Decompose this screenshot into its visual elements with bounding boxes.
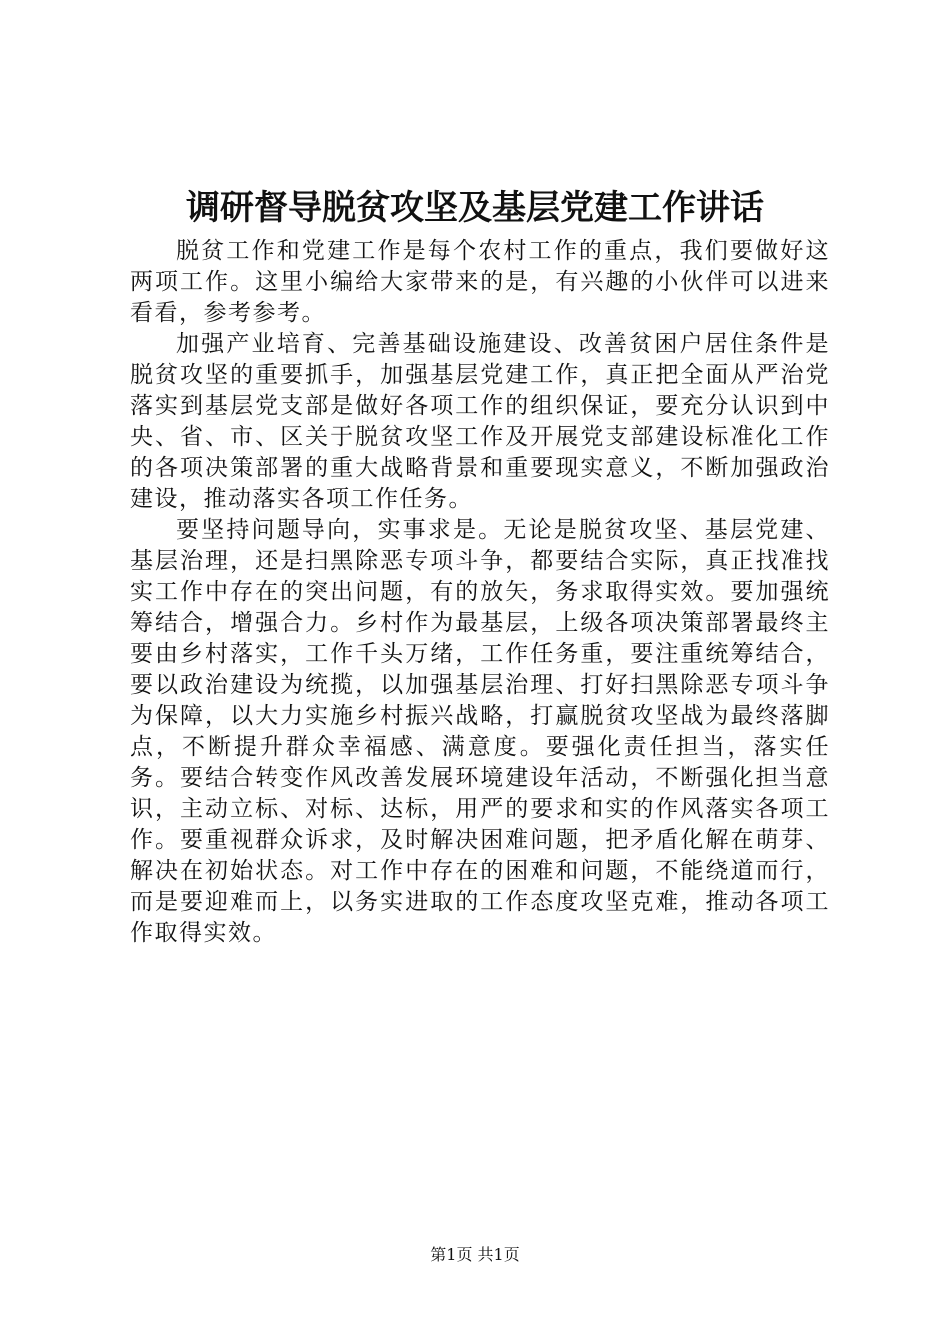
page-number-footer: 第1页 共1页 — [430, 1245, 520, 1264]
paragraph-strengthen-industry: 加强产业培育、完善基础设施建设、改善贫困户居住条件是脱贫攻坚的重要抓手，加强基层党建工作，真正把全面从严治党落实到基层党支部是做好各项工作的组织保证，要充分认识到中央、省、市、区关于脱贫攻坚工作及开展党支部建设标准化工作的各项决策部署的重大战略背景和重要现实意义，不断加强政治建设，推动落实各项工作任务。 — [130, 331, 830, 512]
paragraph-intro: 脱贫工作和党建工作是每个农村工作的重点，我们要做好这两项工作。这里小编给大家带来的是，有兴趣的小伙伴可以进来看看，参考参考。 — [130, 238, 830, 326]
paragraph-problem-oriented: 要坚持问题导向，实事求是。无论是脱贫攻坚、基层党建、基层治理，还是扫黑除恶专项斗争，都要结合实际，真正找准找实工作中存在的突出问题，有的放矢，务求取得实效。要加强统筹结合，增强合力。乡村作为最基层，上级各项决策部署最终主要由乡村落实，工作千头万绪，工作任务重，要注重统筹结合，要以政治建设为统揽，以加强基层治理、打好扫黑除恶专项斗争为保障，以大力实施乡村振兴战略，打赢脱贫攻坚战为最终落脚点，不断提升群众幸福感、满意度。要强化责任担当，落实任务。要结合转变作风改善发展环境建设年活动，不断强化担当意识，主动立标、对标、达标，用严的要求和实的作风落实各项工作。要重视群众诉求，及时解决困难问题，把矛盾化解在萌芽、解决在初始状态。对工作中存在的困难和问题，不能绕道而行，而是要迎难而上，以务实进取的工作态度攻坚克难，推动各项工作取得实效。 — [130, 517, 830, 946]
document-body — [130, 236, 830, 949]
document-title: 调研督导脱贫攻坚及基层党建工作讲话 — [186, 188, 764, 228]
